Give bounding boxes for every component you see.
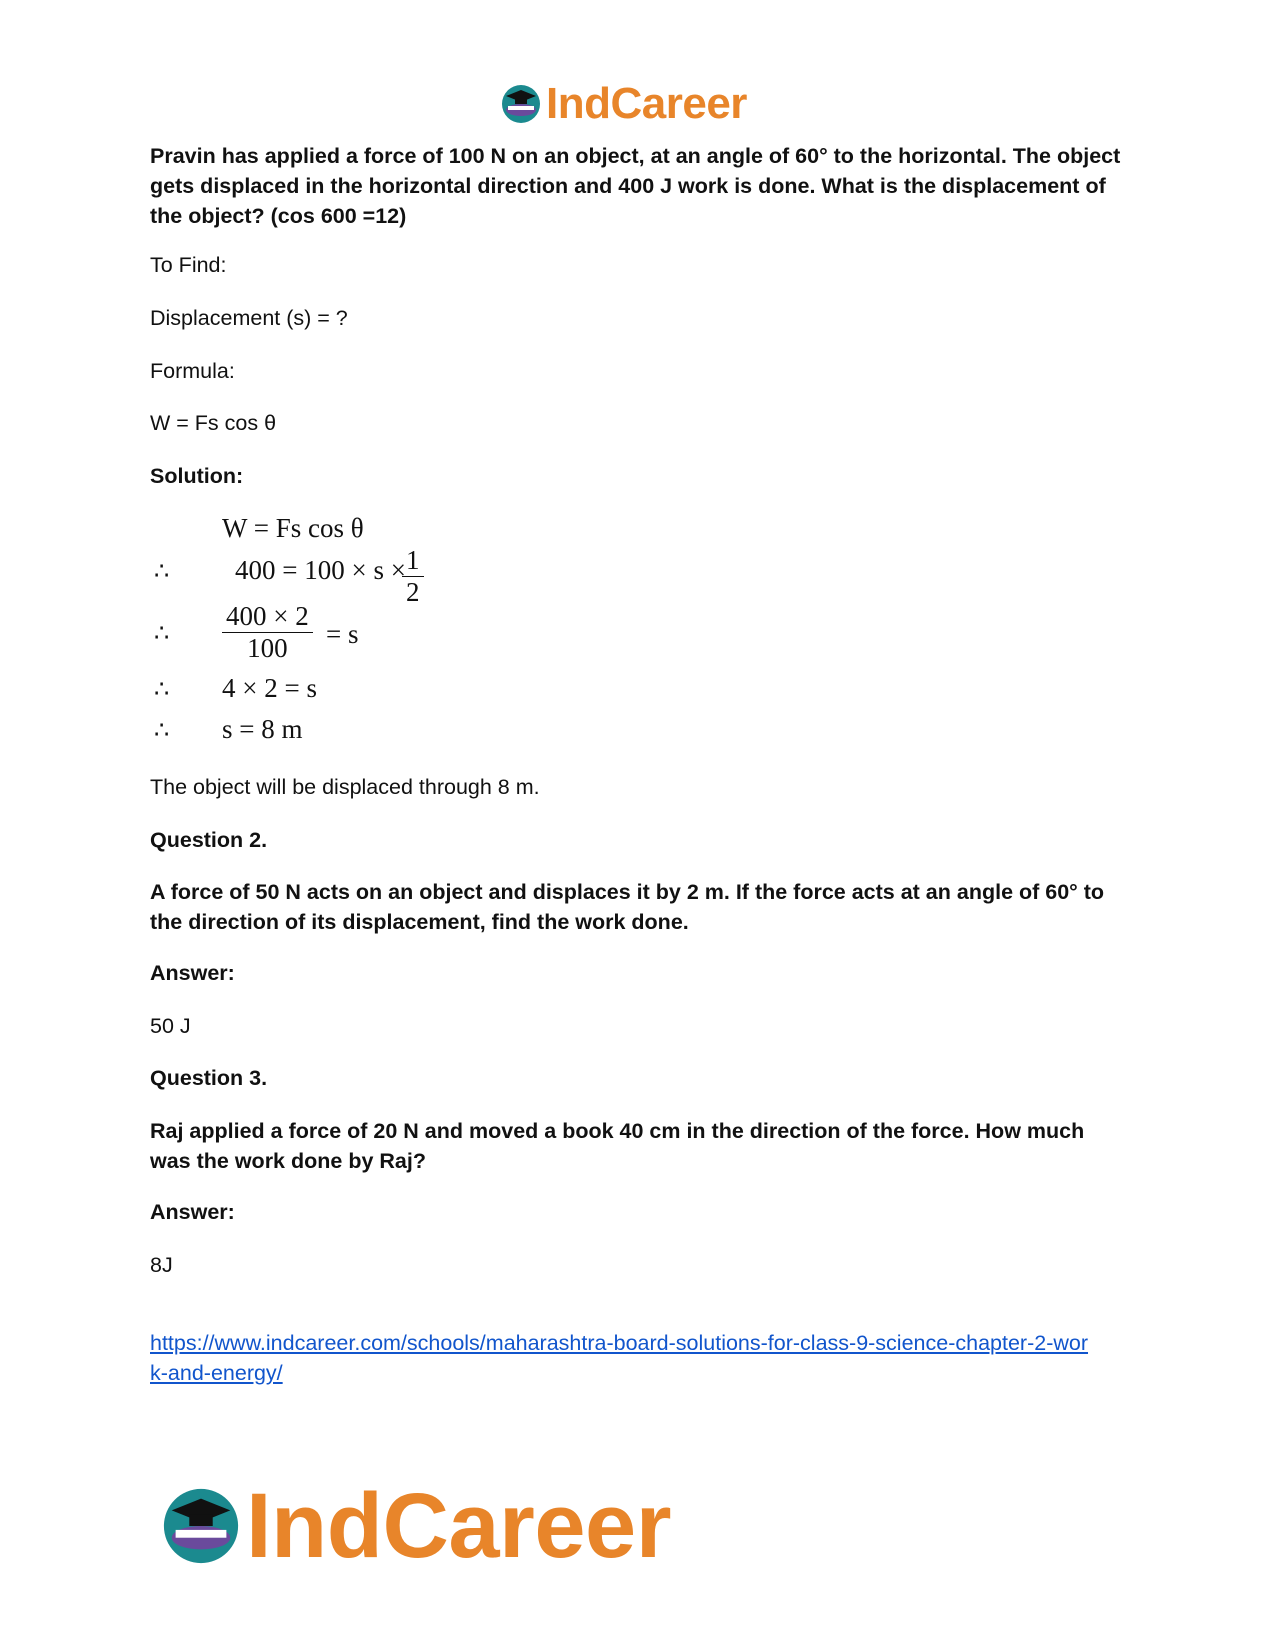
question-3-text: Raj applied a force of 20 N and moved a book 40 cm in the direction of the force. How much was the work done by Raj? bbox=[150, 1119, 1085, 1173]
solution-label: Solution: bbox=[150, 464, 244, 488]
fraction-denominator: 100 bbox=[222, 632, 313, 664]
source-link-container bbox=[150, 1328, 1095, 1388]
therefore-symbol: ∴ bbox=[154, 621, 170, 647]
step-2-expr: 400 = 100 × s × bbox=[235, 555, 406, 585]
graduation-book-icon bbox=[500, 83, 542, 125]
step-3-right: = s bbox=[326, 619, 359, 649]
q1-conclusion: The object will be displaced through 8 m. bbox=[150, 775, 540, 799]
graduation-book-icon bbox=[160, 1485, 242, 1567]
q2-answer: 50 J bbox=[150, 1014, 191, 1038]
fraction-numerator: 1 bbox=[406, 545, 420, 575]
q3-answer: 8J bbox=[150, 1253, 173, 1277]
header-logo bbox=[500, 80, 747, 128]
solution-steps bbox=[150, 513, 550, 763]
q2-answer-label: Answer: bbox=[150, 961, 235, 985]
source-link[interactable]: https://www.indcareer.com/schools/maharashtra-board-solutions-for-class-9-science-chapter-2-work-and-energy/ bbox=[150, 1331, 1089, 1385]
question-2-text: A force of 50 N acts on an object and displaces it by 2 m. If the force acts at an angle of 60° to the direction of its displacement, find the work done. bbox=[150, 880, 1105, 934]
formula-value: W = Fs cos θ bbox=[150, 411, 277, 435]
fraction-numerator: 400 × 2 bbox=[226, 601, 309, 631]
therefore-symbol: ∴ bbox=[154, 559, 170, 585]
therefore-symbol: ∴ bbox=[154, 718, 170, 744]
question-2-heading: Question 2. bbox=[150, 828, 268, 852]
to-find-label: To Find: bbox=[150, 253, 227, 277]
footer-logo bbox=[160, 1475, 671, 1577]
formula-label: Formula: bbox=[150, 359, 235, 383]
fraction-denominator: 2 bbox=[402, 576, 424, 608]
therefore-symbol: ∴ bbox=[154, 677, 170, 703]
question-1-text: Pravin has applied a force of 100 N on an object, at an angle of 60° to the horizontal. The object gets displaced in the horizontal direction and 400 J work is done. What is the displacement of the object? (cos 600 =12) bbox=[150, 144, 1121, 228]
q3-answer-label: Answer: bbox=[150, 1200, 235, 1224]
logo-wordmark: IndCareer bbox=[246, 1475, 671, 1577]
logo-wordmark: IndCareer bbox=[546, 79, 747, 128]
step-1-expr: W = Fs cos θ bbox=[222, 513, 364, 543]
to-find-value: Displacement (s) = ? bbox=[150, 306, 348, 330]
step-4-expr: 4 × 2 = s bbox=[222, 673, 317, 703]
question-3-heading: Question 3. bbox=[150, 1066, 268, 1090]
step-2-fraction bbox=[402, 545, 424, 608]
step-3-fraction bbox=[222, 601, 313, 664]
step-5-expr: s = 8 m bbox=[222, 714, 303, 744]
